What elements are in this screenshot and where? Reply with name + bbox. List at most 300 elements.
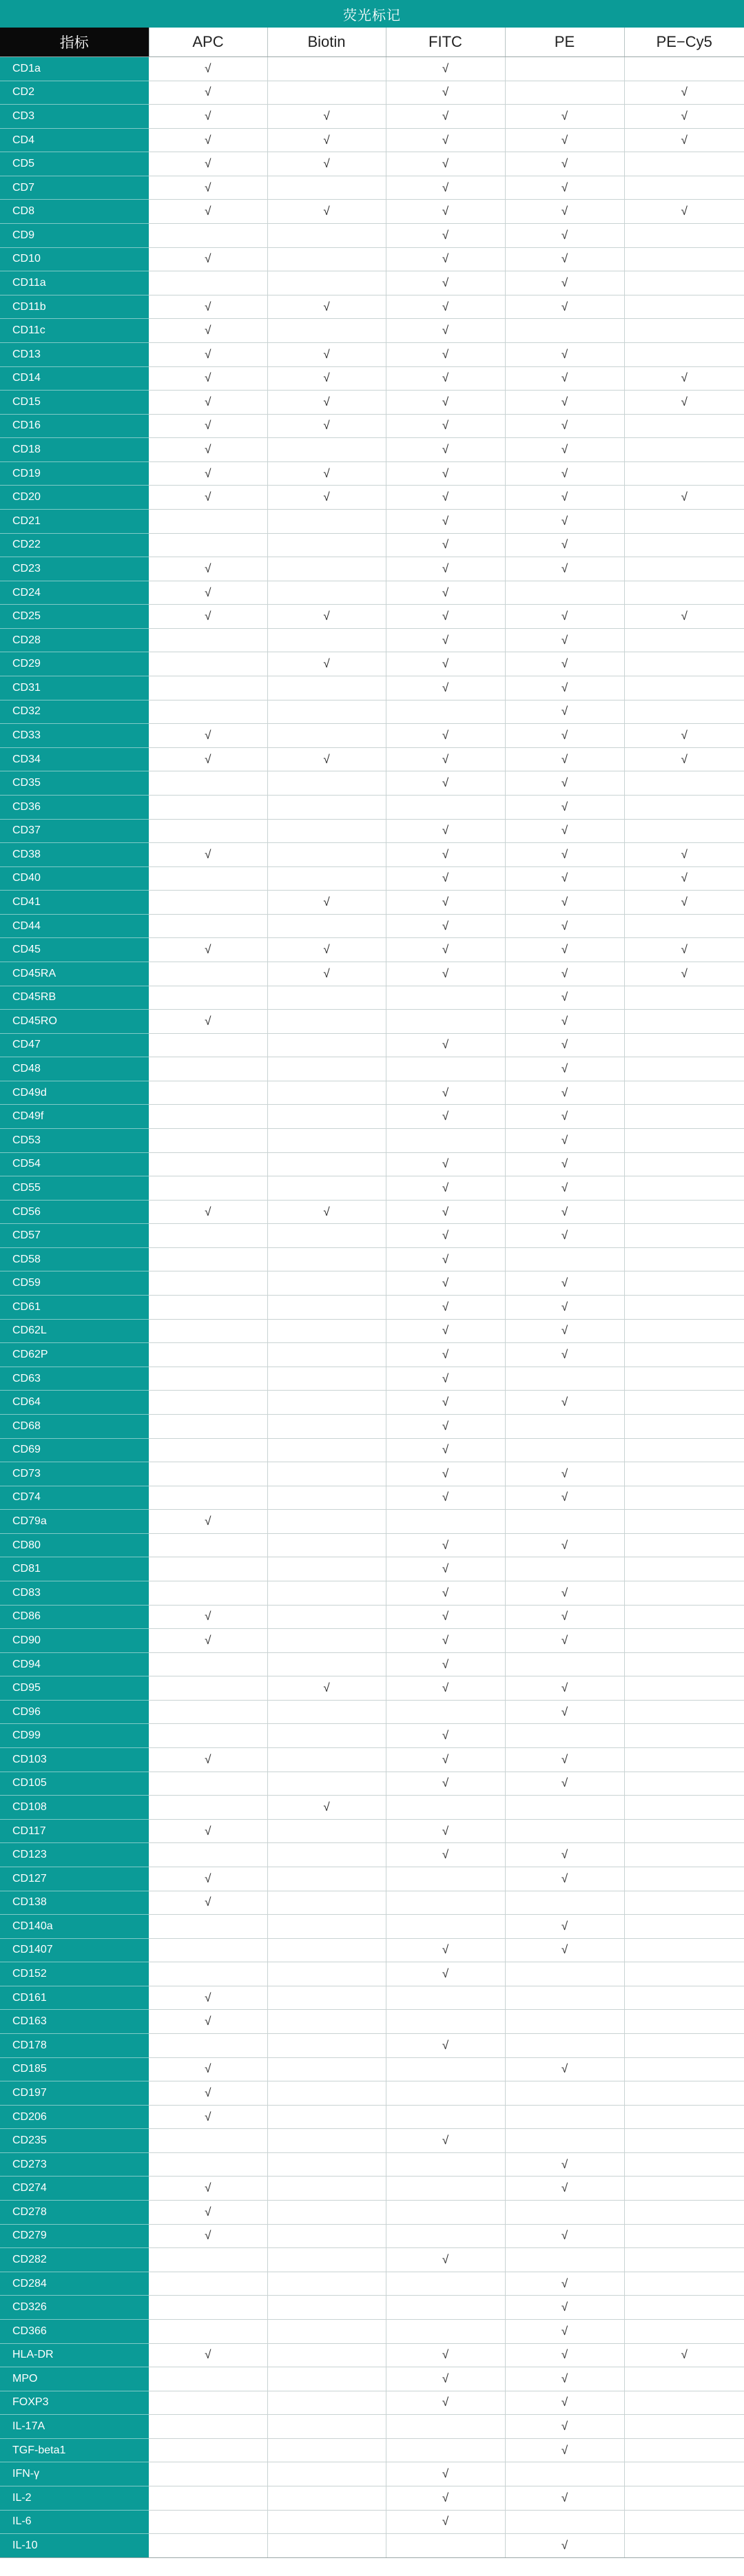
row-marker-name: CD178 [0,2033,149,2057]
cell-fitc [386,676,505,700]
cell-pe-cy5 [624,557,744,581]
cell-apc [149,2010,267,2034]
cell-apc [149,1557,267,1581]
cell-pe [505,2367,624,2391]
row-marker-name: CD58 [0,1247,149,1271]
row-marker-name: CD49d [0,1081,149,1105]
check-mark-icon: √ [442,1610,449,1623]
check-mark-icon: √ [442,1086,449,1099]
row-marker-name: CD366 [0,2319,149,2343]
cell-apc [149,2224,267,2248]
cell-pe-cy5 [624,1557,744,1581]
table-row [0,224,744,248]
cell-biotin [267,2367,386,2391]
cell-fitc [386,1724,505,1748]
table-row [0,2152,744,2177]
cell-apc [149,1510,267,1534]
cell-pe [505,605,624,629]
check-mark-icon: √ [561,2300,568,2314]
row-marker-name: CD45RB [0,986,149,1010]
check-mark-icon: √ [561,1633,568,1647]
table-row [0,1152,744,1176]
cell-apc [149,342,267,366]
cell-pe [505,2152,624,2177]
cell-apc [149,533,267,557]
cell-fitc [386,438,505,462]
table-row [0,176,744,200]
check-mark-icon: √ [205,371,211,385]
check-mark-icon: √ [561,1610,568,1623]
row-marker-name: CD5 [0,152,149,176]
cell-pe-cy5 [624,1486,744,1510]
table-row [0,1271,744,1296]
cell-apc [149,1796,267,1820]
check-mark-icon: √ [205,252,211,266]
cell-apc [149,962,267,986]
row-marker-name: CD185 [0,2057,149,2081]
cell-apc [149,1057,267,1081]
cell-pe-cy5 [624,2343,744,2367]
check-mark-icon: √ [561,752,568,766]
cell-apc [149,1533,267,1557]
table-row [0,1938,744,1962]
cell-apc [149,581,267,605]
cell-pe [505,2129,624,2153]
row-marker-name: CD7 [0,176,149,200]
cell-apc [149,1391,267,1415]
check-mark-icon: √ [561,514,568,528]
row-marker-name: CD10 [0,247,149,271]
table-row [0,1033,744,1057]
cell-biotin [267,1391,386,1415]
cell-pe-cy5 [624,700,744,724]
cell-pe [505,1224,624,1248]
cell-biotin [267,1462,386,1486]
cell-pe [505,1652,624,1676]
cell-fitc [386,1772,505,1796]
row-marker-name: CD103 [0,1748,149,1772]
cell-pe [505,1176,624,1201]
check-mark-icon: √ [442,1752,449,1766]
check-mark-icon: √ [205,1205,211,1218]
cell-pe [505,438,624,462]
table-row [0,1510,744,1534]
check-mark-icon: √ [561,466,568,480]
check-mark-icon: √ [323,371,330,385]
cell-biotin [267,1938,386,1962]
check-mark-icon: √ [442,585,449,599]
check-mark-icon: √ [561,2062,568,2076]
cell-pe [505,1462,624,1486]
cell-biotin [267,843,386,867]
table-row [0,2248,744,2272]
check-mark-icon: √ [442,1252,449,1266]
cell-pe [505,1414,624,1438]
check-mark-icon: √ [442,776,449,790]
table-row [0,2081,744,2106]
row-marker-name: CD80 [0,1533,149,1557]
table-row [0,1010,744,1034]
cell-pe-cy5 [624,2033,744,2057]
row-marker-name: CD1407 [0,1938,149,1962]
cell-apc [149,128,267,152]
table-row [0,1486,744,1510]
cell-pe [505,1129,624,1153]
cell-pe-cy5 [624,724,744,748]
check-mark-icon: √ [442,61,449,75]
cell-fitc [386,700,505,724]
cell-apc [149,2248,267,2272]
table-row [0,1391,744,1415]
cell-fitc [386,1152,505,1176]
table-row [0,2033,744,2057]
table-row [0,2319,744,2343]
cell-pe [505,2438,624,2462]
cell-pe-cy5 [624,1224,744,1248]
cell-pe [505,1676,624,1701]
check-mark-icon: √ [442,300,449,313]
table-row [0,461,744,486]
cell-pe-cy5 [624,1676,744,1701]
cell-fitc [386,1557,505,1581]
cell-biotin [267,2010,386,2034]
cell-biotin [267,1486,386,1510]
cell-pe-cy5 [624,1700,744,1724]
cell-pe-cy5 [624,891,744,915]
check-mark-icon: √ [442,228,449,242]
cell-pe [505,1343,624,1367]
cell-fitc [386,271,505,295]
cell-apc [149,461,267,486]
check-mark-icon: √ [442,2467,449,2481]
check-mark-icon: √ [442,2134,449,2148]
cell-fitc [386,1605,505,1629]
check-mark-icon: √ [205,1610,211,1623]
table-row [0,391,744,415]
row-marker-name: CD96 [0,1700,149,1724]
table-row [0,1843,744,1867]
cell-pe [505,414,624,438]
cell-biotin [267,2438,386,2462]
cell-pe [505,676,624,700]
cell-fitc [386,891,505,915]
cell-pe [505,1033,624,1057]
row-marker-name: CD73 [0,1462,149,1486]
cell-biotin [267,1510,386,1534]
check-mark-icon: √ [323,419,330,433]
row-marker-name: CD40 [0,866,149,891]
table-row [0,2057,744,2081]
cell-pe [505,1581,624,1606]
check-mark-icon: √ [442,1633,449,1647]
cell-biotin [267,986,386,1010]
cell-pe-cy5 [624,319,744,343]
table-row [0,414,744,438]
table-body [0,57,744,2558]
check-mark-icon: √ [561,1133,568,1147]
cell-pe-cy5 [624,2319,744,2343]
cell-apc [149,1891,267,1915]
check-mark-icon: √ [561,657,568,671]
check-mark-icon: √ [561,1586,568,1599]
table-row [0,2415,744,2439]
cell-pe [505,1891,624,1915]
row-marker-name: CD38 [0,843,149,867]
check-mark-icon: √ [205,943,211,957]
check-mark-icon: √ [561,1538,568,1552]
row-marker-name: CD95 [0,1676,149,1701]
table-row [0,2510,744,2534]
check-mark-icon: √ [442,1443,449,1457]
check-mark-icon: √ [205,1014,211,1028]
check-mark-icon: √ [681,205,688,218]
row-marker-name: CD45RA [0,962,149,986]
table-row [0,438,744,462]
cell-fitc [386,1486,505,1510]
table-row [0,105,744,129]
cell-pe [505,1772,624,1796]
cell-pe-cy5 [624,1986,744,2010]
table-row [0,2177,744,2201]
cell-pe-cy5 [624,1438,744,1462]
cell-biotin [267,176,386,200]
cell-biotin [267,1843,386,1867]
row-marker-name: CD163 [0,2010,149,2034]
check-mark-icon: √ [205,1991,211,2004]
check-mark-icon: √ [561,681,568,694]
cell-fitc [386,2105,505,2129]
check-mark-icon: √ [561,1466,568,1480]
table-row [0,81,744,105]
check-mark-icon: √ [561,133,568,147]
row-marker-name: CD206 [0,2105,149,2129]
cell-pe [505,1271,624,1296]
check-mark-icon: √ [323,395,330,408]
cell-pe-cy5 [624,1247,744,1271]
cell-fitc [386,2319,505,2343]
cell-apc [149,1819,267,1843]
cell-pe-cy5 [624,1652,744,1676]
check-mark-icon: √ [323,133,330,147]
table-row [0,2224,744,2248]
table-row [0,2010,744,2034]
cell-apc [149,1867,267,1891]
row-marker-name: CD273 [0,2152,149,2177]
check-mark-icon: √ [323,347,330,361]
check-mark-icon: √ [442,1300,449,1313]
check-mark-icon: √ [442,419,449,433]
cell-pe [505,700,624,724]
cell-fitc [386,366,505,391]
cell-biotin [267,1557,386,1581]
cell-pe [505,2010,624,2034]
cell-pe [505,2510,624,2534]
cell-fitc [386,1867,505,1891]
cell-pe-cy5 [624,1129,744,1153]
row-marker-name: CD64 [0,1391,149,1415]
cell-pe-cy5 [624,1271,744,1296]
cell-apc [149,2177,267,2201]
check-mark-icon: √ [561,228,568,242]
cell-fitc [386,1057,505,1081]
check-mark-icon: √ [205,2181,211,2195]
cell-fitc [386,1533,505,1557]
check-mark-icon: √ [561,1776,568,1790]
cell-biotin [267,771,386,796]
check-mark-icon: √ [442,1419,449,1433]
check-mark-icon: √ [561,1300,568,1313]
check-mark-icon: √ [442,395,449,408]
cell-apc [149,1081,267,1105]
cell-apc [149,2462,267,2486]
check-mark-icon: √ [561,824,568,838]
cell-biotin [267,1986,386,2010]
check-mark-icon: √ [561,300,568,313]
cell-biotin [267,105,386,129]
check-mark-icon: √ [442,1205,449,1218]
cell-biotin [267,628,386,652]
cell-fitc [386,1843,505,1867]
cell-fitc [386,2438,505,2462]
cell-apc [149,1915,267,1939]
cell-pe-cy5 [624,2415,744,2439]
cell-apc [149,2343,267,2367]
row-marker-name: CD2 [0,81,149,105]
cell-biotin [267,2486,386,2510]
cell-pe [505,152,624,176]
check-mark-icon: √ [442,919,449,933]
table-row [0,1105,744,1129]
cell-biotin [267,152,386,176]
cell-fitc [386,724,505,748]
check-mark-icon: √ [561,1086,568,1099]
check-mark-icon: √ [561,2276,568,2290]
check-mark-icon: √ [561,2420,568,2433]
cell-pe-cy5 [624,1176,744,1201]
table-row [0,1986,744,2010]
row-marker-name: CD152 [0,1962,149,1986]
check-mark-icon: √ [205,752,211,766]
cell-pe-cy5 [624,819,744,843]
cell-biotin [267,700,386,724]
cell-biotin [267,1533,386,1557]
cell-biotin [267,200,386,224]
row-marker-name: CD83 [0,1581,149,1606]
cell-biotin [267,2201,386,2225]
cell-pe-cy5 [624,1629,744,1653]
cell-pe-cy5 [624,2201,744,2225]
cell-biotin [267,605,386,629]
check-mark-icon: √ [561,2538,568,2552]
cell-fitc [386,2343,505,2367]
cell-pe [505,1010,624,1034]
row-marker-name: FOXP3 [0,2391,149,2415]
check-mark-icon: √ [681,871,688,885]
check-mark-icon: √ [205,324,211,337]
cell-pe-cy5 [624,461,744,486]
cell-pe [505,2534,624,2558]
cell-pe [505,2224,624,2248]
table-row [0,1724,744,1748]
cell-apc [149,1200,267,1224]
table-row [0,1652,744,1676]
check-mark-icon: √ [442,1562,449,1576]
table-row [0,2438,744,2462]
cell-pe-cy5 [624,486,744,510]
check-mark-icon: √ [442,1943,449,1957]
check-mark-icon: √ [442,538,449,552]
cell-biotin [267,2081,386,2106]
cell-pe [505,2057,624,2081]
cell-fitc [386,2033,505,2057]
cell-fitc [386,2224,505,2248]
cell-pe-cy5 [624,1319,744,1343]
cell-fitc [386,2201,505,2225]
cell-biotin [267,391,386,415]
check-mark-icon: √ [205,1633,211,1647]
cell-biotin [267,1296,386,1320]
row-marker-name: CD4 [0,128,149,152]
cell-pe-cy5 [624,1010,744,1034]
check-mark-icon: √ [442,1157,449,1171]
cell-pe [505,1724,624,1748]
table-row [0,1129,744,1153]
row-marker-name: CD284 [0,2272,149,2296]
cell-pe-cy5 [624,1033,744,1057]
cell-pe [505,295,624,319]
cell-apc [149,652,267,676]
cell-fitc [386,2391,505,2415]
cell-pe-cy5 [624,438,744,462]
check-mark-icon: √ [205,133,211,147]
cell-biotin [267,2152,386,2177]
check-mark-icon: √ [561,1276,568,1290]
cell-pe-cy5 [624,271,744,295]
cell-pe-cy5 [624,2462,744,2486]
check-mark-icon: √ [205,490,211,504]
cell-fitc [386,1414,505,1438]
row-marker-name: CD326 [0,2296,149,2320]
cell-pe [505,986,624,1010]
cell-fitc [386,1105,505,1129]
check-mark-icon: √ [561,2396,568,2409]
row-marker-name: IL-2 [0,2486,149,2510]
check-mark-icon: √ [442,1776,449,1790]
cell-pe-cy5 [624,1938,744,1962]
cell-biotin [267,366,386,391]
cell-biotin [267,652,386,676]
row-marker-name: CD57 [0,1224,149,1248]
cell-pe [505,200,624,224]
cell-pe [505,2415,624,2439]
cell-fitc [386,176,505,200]
row-marker-name: CD79a [0,1510,149,1534]
row-marker-name: IL-6 [0,2510,149,2534]
check-mark-icon: √ [205,1824,211,1838]
cell-pe [505,486,624,510]
cell-apc [149,438,267,462]
check-mark-icon: √ [205,585,211,599]
check-mark-icon: √ [442,1276,449,1290]
column-header-biotin: Biotin [267,28,386,57]
check-mark-icon: √ [323,1205,330,1218]
check-mark-icon: √ [442,2348,449,2362]
check-mark-icon: √ [561,847,568,861]
cell-apc [149,81,267,105]
cell-pe-cy5 [624,652,744,676]
cell-pe-cy5 [624,2367,744,2391]
cell-fitc [386,1200,505,1224]
